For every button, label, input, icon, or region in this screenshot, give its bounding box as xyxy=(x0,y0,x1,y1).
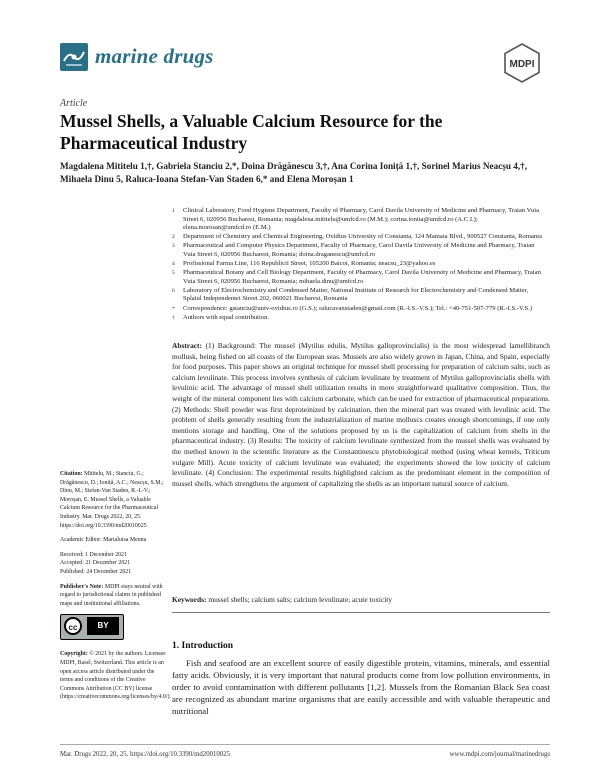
abstract-text: (1) Background: The mussel (Mytilus edulis, Mytilus galloprovincialis) is the most widespread lamellibranch mollusk, being fished on all coasts of the European seas. Mussels are also widely grown in Japan, China, and Spain, especially for food purposes. This paper shows an original technique for mussel shell processing for preparation of calcium salts, such as calcium levulinate. This process involves synthesis of calcium levulinate by treatment of Mytilus galloprovincialis shells with levulinic acid. The advantage of mussel shell utilization results in more straightforward qualitative composition. Thus, the weight of the mineral component lies with calcium carbonate, which can be used for extraction of pharmaceutical preparations. (2) Methods: Shell powder was first deproteinized by calcination, then the mineral part was treated with levulinic acid. The problem of shells generally resulting from the industrialization of marine molluscs creates enough shortcomings, if one only mentions storage and handling. One of the solutions proposed by us is the capitalization of calcium from shells in the pharmaceutical industry. (3) Results: The toxicity of calcium levulinate synthesized from the mussel shells was evaluated by the method known in the scientific literature as the Constantinescu phytobiological method (using wheat kernels, Triticum vulgare Mill). Acute toxicity of calcium levulinate was evaluated; the experiments showed the low toxicity of calcium levulinate. (4) Conclusion: The experimental results highlighted calcium as the predominant element in the composition of mussel shells, which strengthens the argument of capitalizing the shells as an important natural source of calcium. xyxy=(172,341,550,488)
cc-icon: cc xyxy=(64,617,82,635)
copyright: Copyright: © 2021 by the authors. Licensee MDPI, Basel, Switzerland. This article is an open access article distributed under the terms and conditions of the Creative Commons Attribution (CC BY) license (https://creativecommons.org/licenses/by/4.0/). xyxy=(60,651,171,701)
cc-by-license-badge[interactable] xyxy=(60,614,124,640)
journal-name: marine drugs xyxy=(95,44,214,68)
footer-citation[interactable]: Mar. Drugs 2022, 20, 25. https://doi.org/10.3390/md20010025 xyxy=(60,751,230,758)
article-title: Mussel Shells, a Valuable Calcium Resource for the Pharmaceutical Industry xyxy=(60,111,443,153)
received-date: Received: 1 December 2021 xyxy=(60,551,127,558)
publishers-note: Publisher's Note: MDPI stays neutral with regard to jurisdictional claims in published maps and institutional affiliations. xyxy=(60,583,163,607)
journal-logo-icon xyxy=(60,43,88,71)
affiliation-item: 5 Pharmaceutical Botany and Cell Biology Department, Faculty of Pharmacy, Carol Davila University of Medicine and Pharmacy, Traian Vuia Street 6, 020956 Bucharest, Romania; mihaela.dinu@umfcd.ro xyxy=(172,269,541,285)
citation: Citation: Mititelu, M.; Stanciu, G.; Drăgănescu, D.; Ioniță, A.C.; Neacșu, S.M.; Dinu, M.; Stefan-Van Staden, R.-I.-V.; Moroșan, E. Mussel Shells, a Valuable Calcium Resource for the Pharmaceutical Industry. Mar. Drugs 2022, 20, 25. https://doi.org/10.3390/md20010025 xyxy=(60,471,164,529)
article-type: Article xyxy=(60,98,88,109)
keywords xyxy=(172,595,550,605)
footer-rule xyxy=(60,744,550,745)
affiliation-item: 3 Pharmaceutical and Computer Physics Department, Faculty of Pharmacy, Carol Davila University of Medicine and Pharmacy, Traian Vuia Street 6, 020956 Bucharest, Romania; doina.draganescu@umfcd.ro xyxy=(172,242,535,258)
introduction-heading: 1. Introduction xyxy=(172,641,234,651)
section-divider xyxy=(172,612,550,613)
published-date: Published: 24 December 2021 xyxy=(60,568,132,575)
academic-editor: Academic Editor: Marialuisa Menna xyxy=(60,537,147,544)
by-icon: BY xyxy=(87,617,119,635)
article-sidebar xyxy=(60,470,171,708)
introduction-text: Fish and seafood are an excellent source of easily digestible protein, vitamins, minerals, and essential fatty acids. Obviously, it is very important that natural products come from low pollution environments, in order to avoid contamination with different pollutants [1,2]. Mussels from the Romanian Black Sea coast are recognized as abundant marine organisms that are easily accessible and with valuable therapeutic and nutritional xyxy=(172,658,550,716)
footer-journal-url[interactable]: www.mdpi.com/journal/marinedrugs xyxy=(449,751,550,758)
mdpi-logo-text: MDPI xyxy=(509,59,535,70)
affiliation-item: 4 Profissional Farma Line, 116 Republicii Street, 105200 Baicoi, Romania; neacsu_23@yahoo.es xyxy=(172,260,436,268)
affiliation-item: 1 Clinical Laboratory, Food Hygiene Department, Faculty of Pharmacy, Carol Davila University of Medicine and Pharmacy, Traian Vuia Street 6, 020956 Bucharest, Romania; magdalena.mititelu@umfcd.ro (M.M.); corina.ionita@umfcd.ro (A.C.I.); elena.morosan@umfcd.ro (E.M.) xyxy=(172,207,540,232)
author-list: Magdalena Mititelu 1,†, Gabriela Stanciu 2,*, Doina Drăgănescu 3,†, Ana Corina Ioniță 1,†, Sorinel Marius Neacșu 4,†, Mihaela Dinu 5, Raluca-Ioana Stefan-Van Staden 6,* and Elena Moroșan 1 xyxy=(60,161,528,184)
keywords-text: mussel shells; calcium salts; calcium levulinate; acute toxicity xyxy=(208,595,393,604)
abstract xyxy=(172,341,550,489)
affiliation-item: 2 Department of Chemistry and Chemical Engineering, Ovidius University of Constanta, 124 Mamaia Blvd., 900527 Constanta, Romania xyxy=(172,233,542,241)
keywords-label: Keywords: xyxy=(172,595,207,604)
accepted-date: Accepted: 21 December 2021 xyxy=(60,560,131,567)
correspondence: * Correspondence: gstanciu@univ-ovidius.ro (G.S.); ralucavanstaden@gmail.com (R.-I.S.-V.S.); Tel.: +40-751-507-779 (R.-I.S.-V.S.) xyxy=(172,304,533,312)
affiliation-item: 6 Laboratory of Electrochemistry and Condensed Matter, National Institute of Research for Electrochemistry and Condensed Matter, Splaiul Independentei Street 202, 060021 Bucharest, Romania xyxy=(172,286,529,303)
equal-contribution-note: † Authors with equal contribution. xyxy=(172,313,270,321)
affiliations xyxy=(172,207,547,323)
abstract-label: Abstract: xyxy=(172,341,202,350)
mdpi-logo xyxy=(502,43,542,83)
